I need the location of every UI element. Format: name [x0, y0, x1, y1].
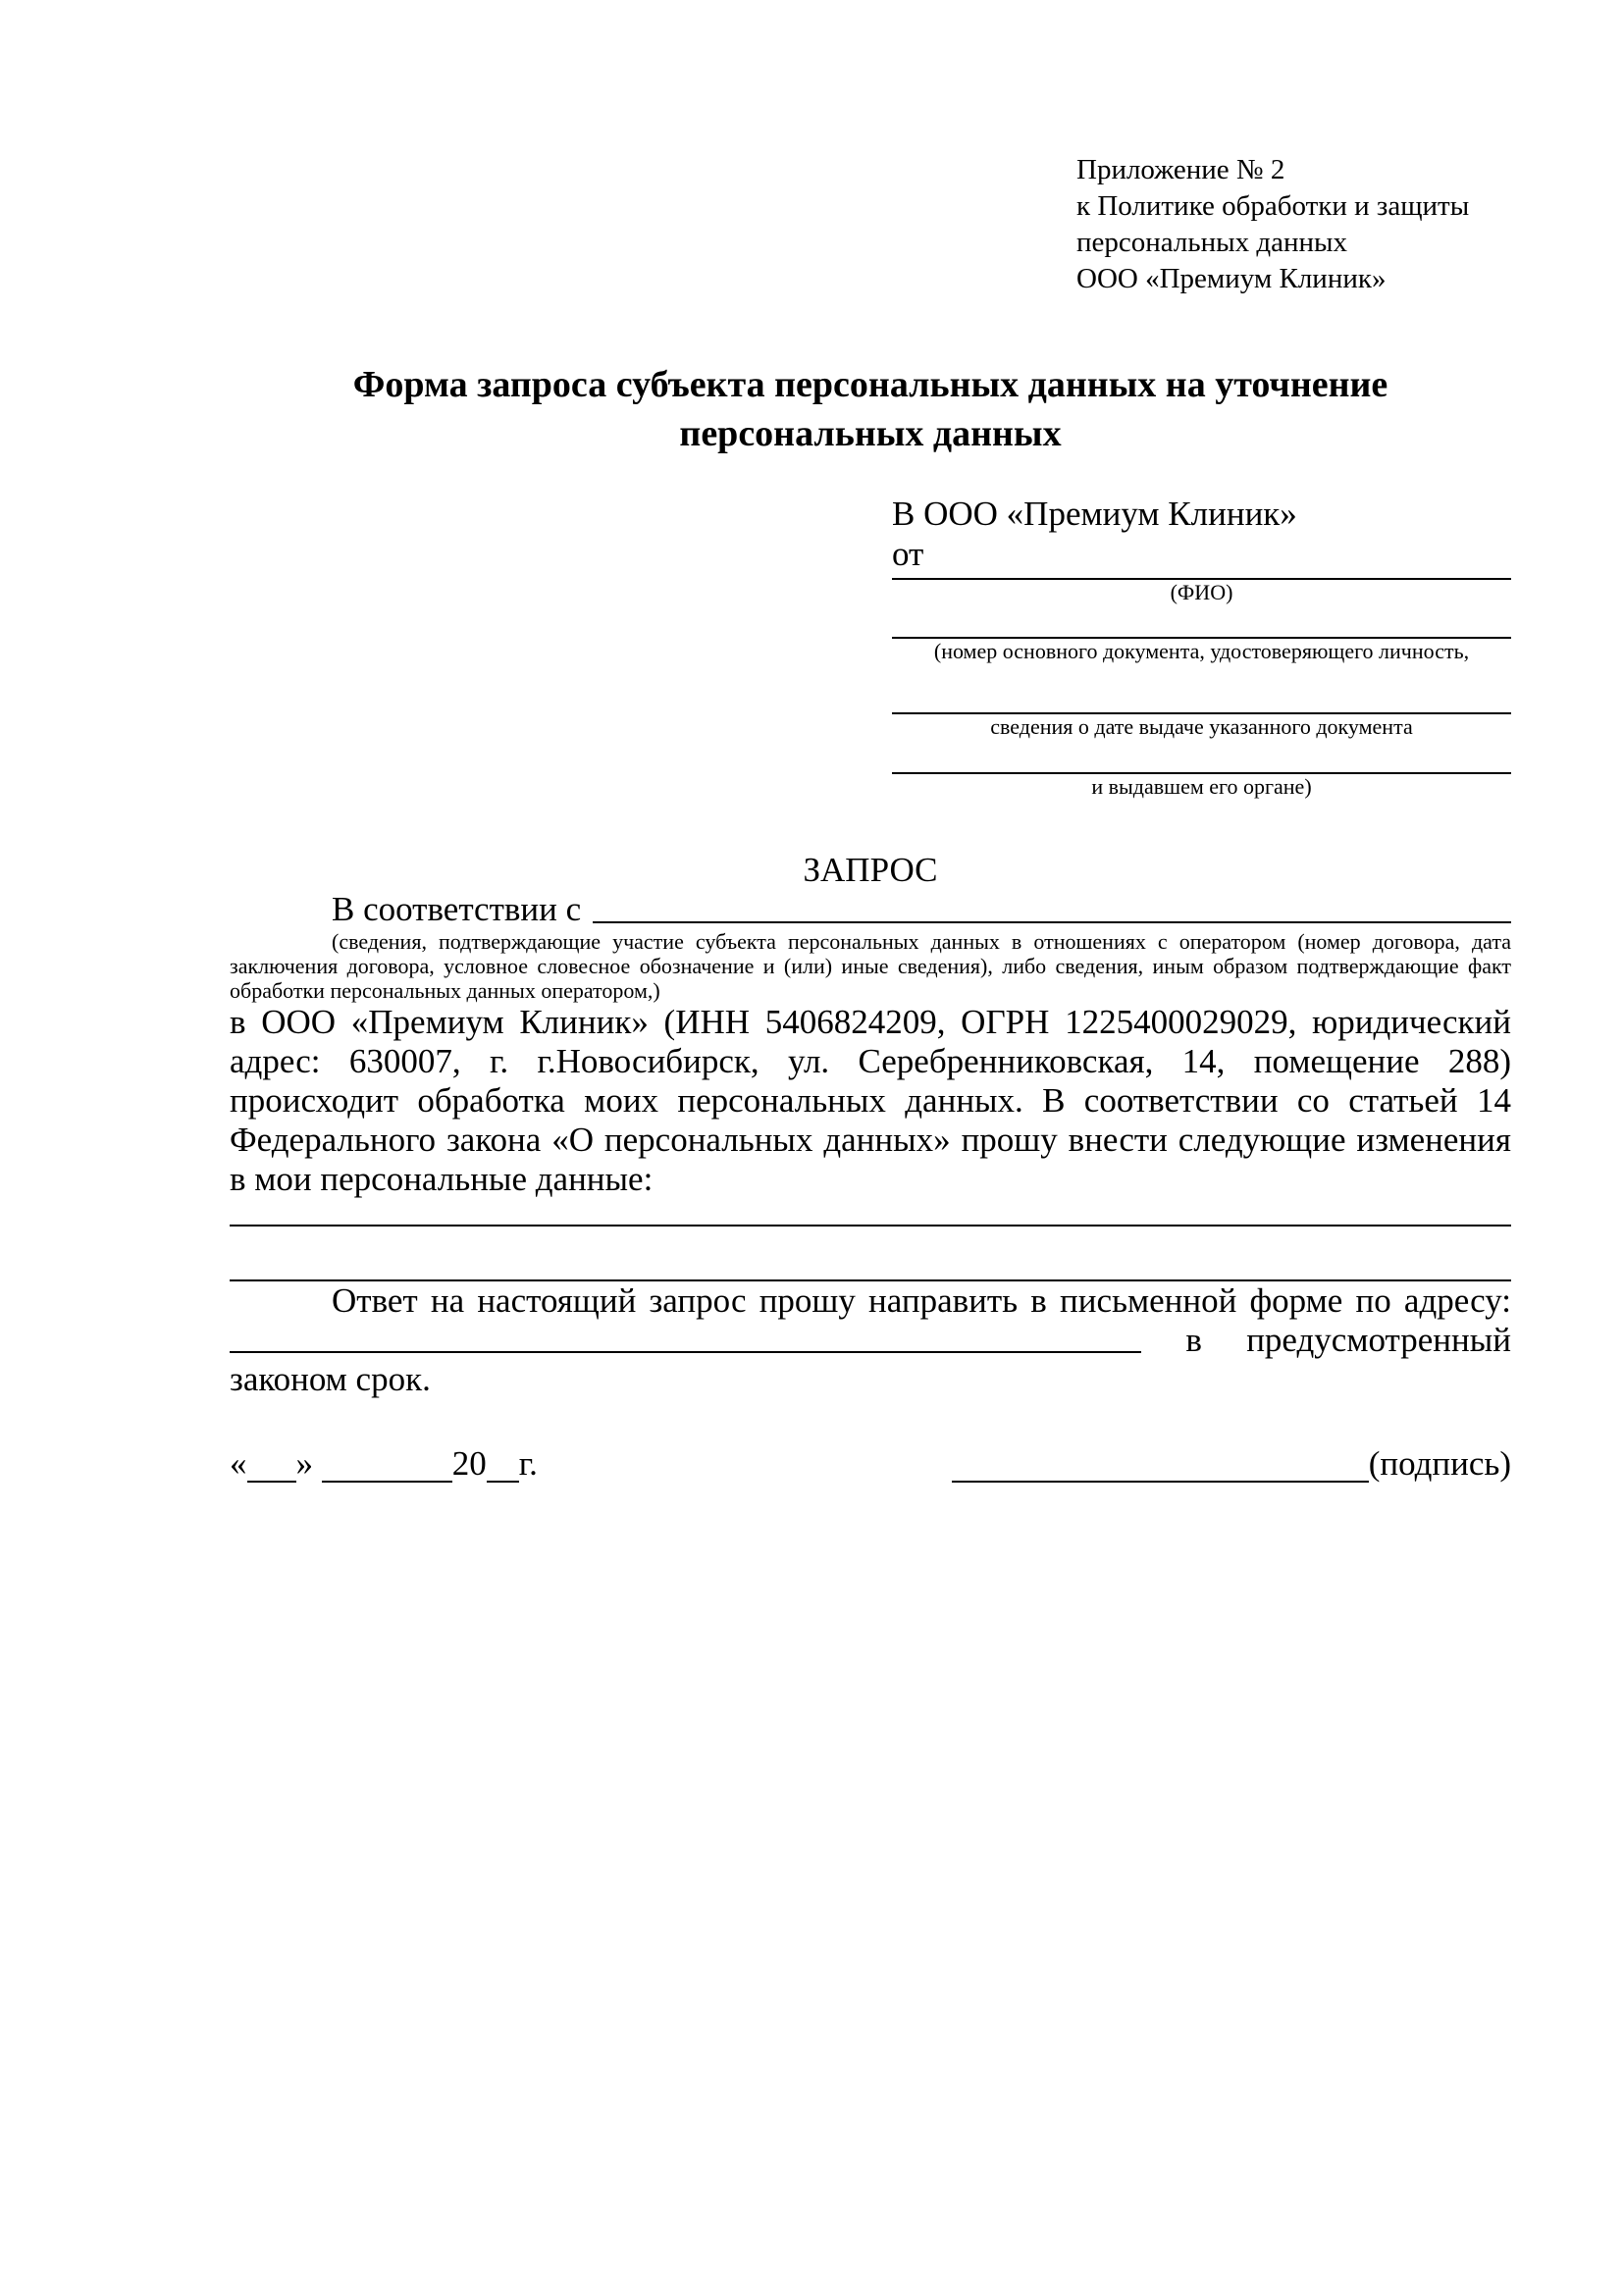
date-group — [230, 1444, 538, 1484]
date-quote-open: « — [230, 1444, 247, 1483]
reply-paragraph-tail: законом срок. — [230, 1360, 431, 1398]
changes-fill-line-1 — [230, 1199, 1511, 1226]
basis-line — [230, 890, 1511, 929]
reply-word-in: в — [1185, 1321, 1202, 1359]
addressee-from-label: от — [892, 535, 924, 573]
appendix-block — [1076, 152, 1511, 297]
page-title: Форма запроса субъекта персональных данных на уточнение персональных данных — [352, 364, 1388, 454]
appendix-line: персональных данных — [1076, 227, 1348, 258]
year-blank — [487, 1481, 519, 1483]
footer-row — [230, 1444, 1511, 1484]
signature-group — [952, 1444, 1511, 1484]
basis-caption: (сведения, подтверждающие участие субъекта персональных данных в отношениях с оператором (номер договора, дата заключения договора, условное словесное обозначение и (или) иные сведения), либо сведения, иным образом подтверждающие факт обработки персональных данных оператором,) — [230, 929, 1511, 1003]
addressee-block — [892, 494, 1511, 799]
issue-date-caption: сведения о дате выдаче указанного документа — [990, 714, 1413, 739]
signature-blank — [952, 1481, 1369, 1483]
appendix-line: к Политике обработки и защиты — [1076, 190, 1470, 222]
reply-paragraph-line-1: Ответ на настоящий запрос прошу направить в письменной форме по адресу: — [332, 1281, 1511, 1320]
day-blank — [247, 1481, 296, 1483]
reply-paragraph-line-2 — [230, 1321, 1511, 1360]
address-fill-line — [230, 1351, 1141, 1353]
fio-caption: (ФИО) — [1170, 580, 1233, 604]
reply-word-stipulated: предусмотренный — [1246, 1321, 1511, 1359]
issuing-authority-caption: и выдавшем его органе) — [1091, 774, 1312, 799]
changes-fill-line-2 — [230, 1226, 1511, 1281]
month-blank — [322, 1481, 452, 1483]
issuing-authority-fill-line — [892, 739, 1511, 774]
doc-number-fill-line — [892, 604, 1511, 639]
signature-caption: (подпись) — [1368, 1444, 1511, 1483]
year-prefix: 20 — [451, 1444, 487, 1483]
request-body-paragraph: в ООО «Премиум Клиник» (ИНН 5406824209, ОГРН 1225400029029, юридический адрес: 630007, г. г.Новосибирск, ул. Серебренниковская, 14, помещение 288) происходит обработка моих персональных данных. В соответствии со статьей 14 Федерального закона «О персональных данных» прошу внести следующие изменения в мои персональные данные: — [230, 1003, 1511, 1198]
appendix-line: ООО «Премиум Клиник» — [1076, 263, 1387, 294]
issue-date-fill-line — [892, 663, 1511, 714]
doc-number-caption: (номер основного документа, удостоверяющего личность, — [933, 639, 1470, 663]
addressee-to: В ООО «Премиум Клиник» — [892, 495, 1297, 533]
request-heading: ЗАПРОС — [803, 851, 938, 889]
appendix-line: Приложение № 2 — [1076, 154, 1285, 185]
date-quote-close: » — [295, 1444, 313, 1483]
year-suffix: г. — [518, 1444, 538, 1483]
basis-fill-line — [593, 921, 1511, 923]
basis-prefix: В соответствии с — [332, 890, 582, 928]
first-line-indent — [230, 890, 332, 929]
